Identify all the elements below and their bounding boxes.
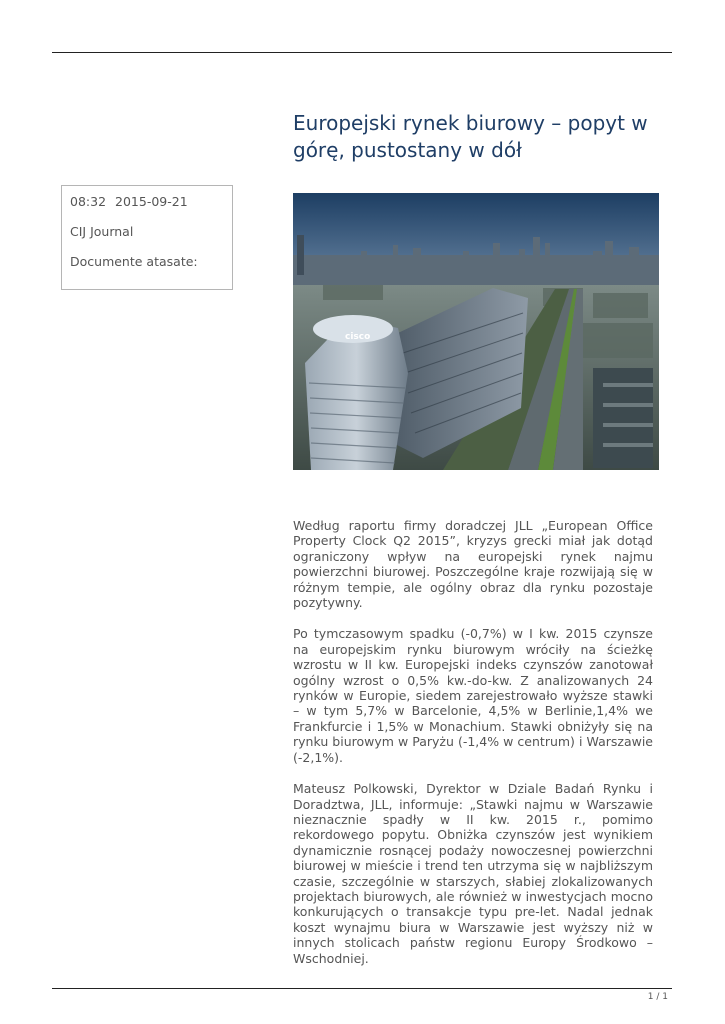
article-title: Europejski rynek biurowy – popyt w górę, pustostany w dół xyxy=(293,111,648,162)
office-city-aerial-image xyxy=(293,193,659,470)
page-number: 1 / 1 xyxy=(647,992,668,1002)
meta-source: CIJ Journal xyxy=(70,224,134,239)
bottom-rule xyxy=(52,988,672,989)
meta-date: 2015-09-21 xyxy=(115,194,188,209)
article-photo xyxy=(293,193,659,470)
meta-attachments-label: Documente atasate: xyxy=(70,254,198,269)
article-meta-box xyxy=(61,185,233,290)
building-sign-text: cisco xyxy=(345,332,371,342)
article-paragraph-3: Mateusz Polkowski, Dyrektor w Dziale Badań Rynku i Doradztwa, JLL, informuje: „Stawki najmu w Warszawie nieznacznie spadły w II kw. 2015 r., pomimo rekordowego popytu. Obniżka czynszów jest wynikiem dynamicznie rosnącej podaży nowoczesnej powierzchni biurowej w mieście i trend ten utrzyma się w najbliższym czasie, szczególnie w starszych, słabiej zlokalizowanych projektach biurowych, ale również w inwestycjach mocno konkurujących o transakcje typu pre-let. Nadal jednak koszt wynajmu biura w Warszawie jest wyższy niż w innych stolicach państw regionu Europy Środkowo – Wschodniej. xyxy=(293,781,653,966)
meta-time: 08:32 xyxy=(70,194,107,209)
article-body xyxy=(293,518,653,982)
article-paragraph-2: Po tymczasowym spadku (-0,7%) w I kw. 2015 czynsze na europejskim rynku biurowym wróciły na ścieżkę wzrostu w II kw. Europejski indeks czynszów zanotował ogólny wzrost o 0,5% kw.-do-kw. Z analizowanych 24 rynków w Europie, siedem zarejestrowało wyższe stawki – w tym 5,7% w Barcelonie, 4,5% w Berlinie,1,4% we Frankfurcie i 1,5% w Monachium. Stawki obniżyły się na rynku biurowym w Paryżu (-1,4% w centrum) i Warszawie (-2,1%). xyxy=(293,626,653,765)
meta-datetime xyxy=(70,194,232,209)
top-rule xyxy=(52,52,672,53)
article-paragraph-1: Według raportu firmy doradczej JLL „European Office Property Clock Q2 2015”, kryzys grecki miał jak dotąd ograniczony wpływ na europejski rynek najmu powierzchni biurowej. Poszczególne kraje rozwijają się w różnym tempie, ale ogólny obraz dla rynku pozostaje pozytywny. xyxy=(293,518,653,611)
